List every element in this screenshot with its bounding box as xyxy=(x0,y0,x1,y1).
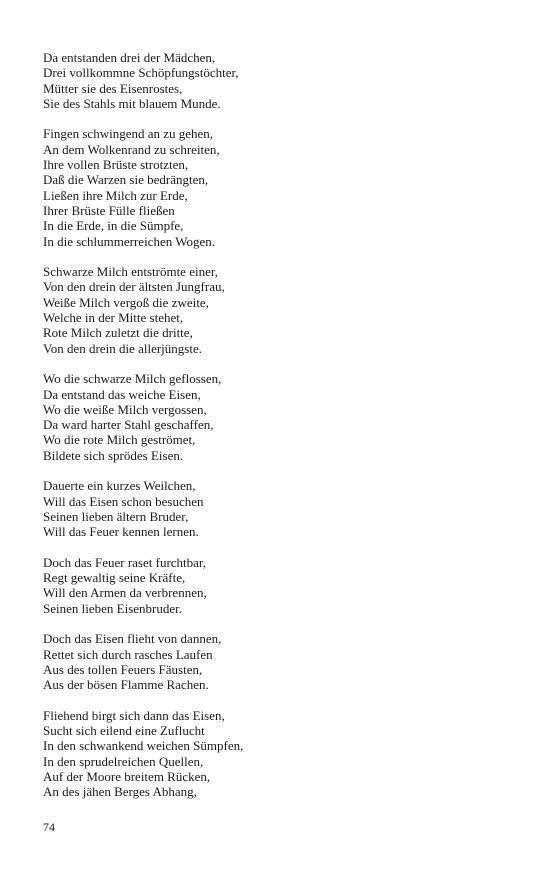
verse-line: Will den Armen da verbrennen, xyxy=(43,585,207,601)
verse-line: Daß die Warzen sie bedrängten, xyxy=(43,172,209,188)
verse-line: Sie des Stahls mit blauem Munde. xyxy=(43,95,221,111)
poem-text xyxy=(43,50,523,815)
verse-line: Doch das Eisen flieht von dannen, xyxy=(43,631,222,647)
verse-line: Wo die schwarze Milch geflossen, xyxy=(43,371,222,387)
verse-line: In die Erde, in die Sümpfe, xyxy=(43,218,184,234)
verse-line: Rote Milch zuletzt die dritte, xyxy=(43,325,193,341)
verse-line: Seinen lieben Eisenbruder. xyxy=(43,600,182,616)
verse-line: Schwarze Milch entströmte einer, xyxy=(43,264,218,280)
stanza-1 xyxy=(43,50,523,111)
verse-line: Seinen lieben ältern Bruder, xyxy=(43,508,189,524)
verse-line: An dem Wolkenrand zu schreiten, xyxy=(43,141,220,157)
stanza-2 xyxy=(43,126,523,248)
verse-line: Ihre vollen Brüste strotzten, xyxy=(43,157,189,173)
verse-line: Weiße Milch vergoß die zweite, xyxy=(43,294,209,310)
verse-line: Will das Feuer kennen lernen. xyxy=(43,524,199,540)
verse-line: Fingen schwingend an zu gehen, xyxy=(43,126,214,142)
verse-line: Wo die weiße Milch vergossen, xyxy=(43,401,207,417)
verse-line: An des jähen Berges Abhang, xyxy=(43,784,197,800)
verse-line: Doch das Feuer raset furchtbar, xyxy=(43,554,206,570)
verse-line: Dauerte ein kurzes Weilchen, xyxy=(43,478,196,494)
verse-line: Rettet sich durch rasches Laufen xyxy=(43,646,213,662)
verse-line: Aus der bösen Flamme Rachen. xyxy=(43,677,209,693)
page-number: 74 xyxy=(43,820,55,834)
verse-line: Bildete sich sprödes Eisen. xyxy=(43,447,184,463)
verse-line: Von den drein die allerjüngste. xyxy=(43,340,202,356)
verse-line: Von den drein der ältsten Jungfrau, xyxy=(43,279,225,295)
verse-line: In die schlummerreichen Wogen. xyxy=(43,233,215,249)
stanza-8 xyxy=(43,708,523,800)
stanza-3 xyxy=(43,264,523,356)
verse-line: Aus des tollen Feuers Fäusten, xyxy=(43,661,203,677)
verse-line: Da ward harter Stahl geschaffen, xyxy=(43,417,214,433)
verse-line: Da entstand das weiche Eisen, xyxy=(43,386,201,402)
stanza-7 xyxy=(43,631,523,692)
verse-line: In den sprudelreichen Quellen, xyxy=(43,753,204,769)
verse-line: Auf der Moore breitem Rücken, xyxy=(43,768,211,784)
stanza-6 xyxy=(43,555,523,616)
verse-line: Da entstanden drei der Mädchen, xyxy=(43,50,216,65)
verse-line: Welche in der Mitte stehet, xyxy=(43,310,184,326)
stanza-4 xyxy=(43,371,523,463)
verse-line: Wo die rote Milch geströmet, xyxy=(43,432,196,448)
verse-line: Will das Eisen schon besuchen xyxy=(43,493,204,509)
stanza-5 xyxy=(43,478,523,539)
verse-line: Mütter sie des Eisenrostes, xyxy=(43,80,183,96)
verse-line: Ihrer Brüste Fülle fließen xyxy=(43,202,175,218)
verse-line: Fliehend birgt sich dann das Eisen, xyxy=(43,707,225,723)
verse-line: Sucht sich eilend eine Zuflucht xyxy=(43,723,205,739)
verse-line: Drei vollkommne Schöpfungstöchter, xyxy=(43,65,239,81)
verse-line: Ließen ihre Milch zur Erde, xyxy=(43,187,188,203)
verse-line: Regt gewaltig seine Kräfte, xyxy=(43,570,186,586)
verse-line: In den schwankend weichen Sümpfen, xyxy=(43,738,244,754)
